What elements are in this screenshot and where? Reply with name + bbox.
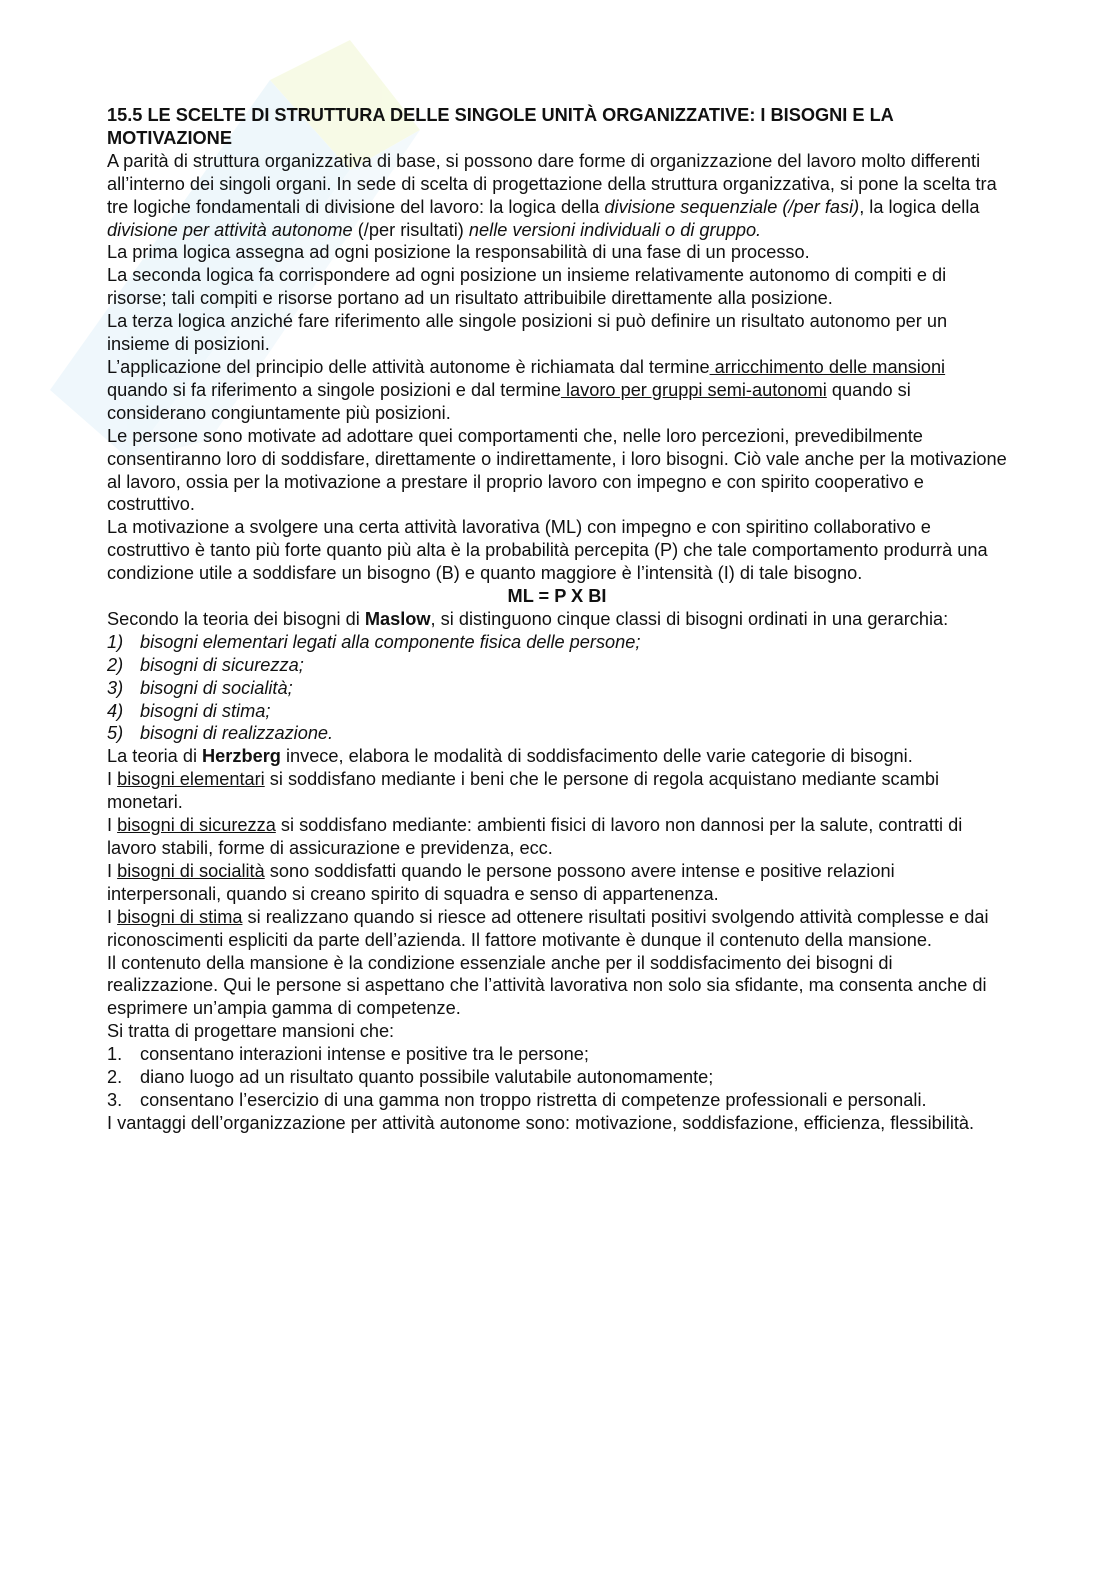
list-item: [107, 700, 1007, 723]
list-item: [107, 722, 1007, 745]
list-item-text: bisogni di stima;: [140, 700, 271, 721]
list-item: [107, 654, 1007, 677]
applicazione-text-2: quando si fa riferimento a singole posizioni e dal termine: [107, 379, 561, 400]
list-item: [107, 631, 1007, 654]
paragraph-bisogni-stima: [107, 906, 1007, 952]
paragraph-vantaggi: I vantaggi dell’organizzazione per attività autonome sono: motivazione, soddisfazione, efficienza, flessibilità.: [107, 1112, 975, 1133]
list-item: [107, 1066, 1007, 1089]
paragraph-seconda-logica: La seconda logica fa corrispondere ad ogni posizione un insieme relativamente autonomo di compiti e di risorse; tali compiti e risorse portano ad un risultato attribuibile direttamente alla posizione.: [107, 265, 947, 309]
maslow-text-2: , si distinguono cinque classi di bisogni ordinati in una gerarchia:: [430, 608, 949, 629]
list-item-text: bisogni di realizzazione.: [140, 723, 334, 744]
mansioni-list: [107, 1043, 1007, 1112]
term-bisogni-sicurezza: bisogni di sicurezza: [117, 815, 276, 836]
formula: ML = P X BI: [507, 586, 607, 607]
socialita-text-2: sono soddisfatti quando le persone possono avere intense e positive relazioni interpersonali, quando si creano spirito di squadra e senso di appartenenza.: [107, 860, 895, 904]
intro-italic-2: divisione per attività autonome: [107, 219, 353, 240]
herzberg-text-1: La teoria di: [107, 746, 203, 767]
term-bisogni-elementari: bisogni elementari: [117, 769, 265, 790]
paragraph-progettare-mansioni: Si tratta di progettare mansioni che:: [107, 1021, 395, 1042]
intro-text-1: A parità di struttura organizzativa di base, si possono dare forme di organizzazione del lavoro molto differenti all’interno dei singoli organi. In sede di scelta di progettazione della struttura organizzativa, si pone la scelta tra tre logiche fondamentali di divisione del lavoro: la logica della: [107, 150, 997, 217]
list-item-text: bisogni di socialità;: [140, 677, 293, 698]
paragraph-bisogni-elementari: [107, 768, 1007, 814]
list-item: [107, 1089, 1007, 1112]
intro-italic-3: nelle versioni individuali o di gruppo.: [468, 219, 762, 240]
paragraph-contenuto-mansione: Il contenuto della mansione è la condizione essenziale anche per il soddisfacimento dei bisogni di realizzazione. Qui le persone si aspettano che l’attività lavorativa non solo sia sfidante, ma consenta anche di esprimere un’ampia gamma di competenze.: [107, 952, 987, 1019]
intro-italic-1: divisione sequenziale (/per fasi): [604, 196, 860, 217]
paragraph-prima-logica: La prima logica assegna ad ogni posizione la responsabilità di una fase di un processo.: [107, 242, 810, 263]
list-item-text: diano luogo ad un risultato quanto possibile valutabile autonomamente;: [140, 1067, 714, 1088]
list-item-text: bisogni di sicurezza;: [140, 654, 304, 675]
stima-text-2: si realizzano quando si riesce ad ottenere risultati positivi svolgendo attività complesse e dai riconoscimenti espliciti da parte dell’azienda. Il fattore motivante è dunque il contenuto della mansione.: [107, 906, 989, 950]
list-item: [107, 1043, 1007, 1066]
list-item-number: 1): [107, 631, 124, 652]
term-bisogni-stima: bisogni di stima: [117, 906, 243, 927]
paragraph-motivazione: La motivazione a svolgere una certa attività lavorativa (ML) con impegno e con spiritino collaborativo e costruttivo è tanto più forte quanto più alta è la probabilità percepita (P) che tale comportamento produrrà una condizione utile a soddisfare un bisogno (B) e quanto maggiore è l’intensità (I) di tale bisogno.: [107, 517, 988, 584]
applicazione-text-3: quando si considerano congiuntamente più posizioni.: [107, 379, 911, 423]
intro-text-2: , la logica della: [859, 196, 980, 217]
maslow-needs-list: [107, 631, 1007, 746]
list-item-text: bisogni elementari legati alla componente fisica delle persone;: [140, 631, 641, 652]
paragraph-terza-logica: La terza logica anziché fare riferimento alle singole posizioni si può definire un risultato autonomo per un insieme di posizioni.: [107, 311, 948, 355]
maslow-name: Maslow: [364, 608, 431, 629]
paragraph-bisogni-sicurezza: [107, 814, 1007, 860]
elementari-text-2: si soddisfano mediante i beni che le persone di regola acquistano mediante scambi monetari.: [107, 769, 940, 813]
term-bisogni-socialita: bisogni di socialità: [117, 860, 265, 881]
socialita-text-1: I: [107, 860, 118, 881]
paragraph-persone: Le persone sono motivate ad adottare quei comportamenti che, nelle loro percezioni, prevedibilmente consentiranno loro di soddisfare, direttamente o indirettamente, i loro bisogni. Ciò vale anche per la motivazione al lavoro, ossia per la motivazione a prestare il proprio lavoro con impegno e con spirito cooperativo e costruttivo.: [107, 425, 1007, 515]
paragraph-maslow: [107, 608, 1007, 631]
list-item-text: consentano l’esercizio di una gamma non troppo ristretta di competenze professionali e personali.: [140, 1089, 927, 1110]
herzberg-name: Herzberg: [202, 746, 281, 767]
list-item-number: 3.: [107, 1089, 123, 1110]
term-arricchimento-mansioni: arricchimento delle mansioni: [709, 356, 946, 377]
paragraph-herzberg: [107, 745, 1007, 768]
document-page: [107, 104, 1007, 1135]
section-title: 15.5 LE SCELTE DI STRUTTURA DELLE SINGOLE UNITÀ ORGANIZZATIVE: I BISOGNI E LA MOTIVAZIONE: [107, 105, 894, 148]
term-lavoro-gruppi: lavoro per gruppi semi-autonomi: [560, 379, 827, 400]
list-item-number: 1.: [107, 1044, 123, 1065]
intro-paragraph: [107, 150, 1007, 242]
list-item-number: 2.: [107, 1067, 123, 1088]
paragraph-bisogni-socialita: [107, 860, 1007, 906]
sicurezza-text-2: si soddisfano mediante: ambienti fisici di lavoro non dannosi per la salute, contratti di lavoro stabili, forme di assicurazione e previdenza, ecc.: [107, 815, 963, 858]
maslow-text-1: Secondo la teoria dei bisogni di: [107, 608, 365, 629]
list-item-number: 4): [107, 700, 124, 721]
list-item-number: 5): [107, 723, 124, 744]
intro-text-3: (/per risultati): [352, 219, 469, 240]
stima-text-1: I: [107, 906, 118, 927]
applicazione-text-1: L’applicazione del principio delle attività autonome è richiamata dal termine: [107, 356, 710, 377]
list-item: [107, 677, 1007, 700]
list-item-number: 3): [107, 677, 124, 698]
paragraph-applicazione: [107, 356, 1007, 425]
list-item-text: consentano interazioni intense e positive tra le persone;: [140, 1044, 589, 1065]
sicurezza-text-1: I: [107, 815, 118, 836]
elementari-text-1: I: [107, 769, 118, 790]
list-item-number: 2): [107, 654, 124, 675]
herzberg-text-2: invece, elabora le modalità di soddisfacimento delle varie categorie di bisogni.: [280, 746, 913, 767]
